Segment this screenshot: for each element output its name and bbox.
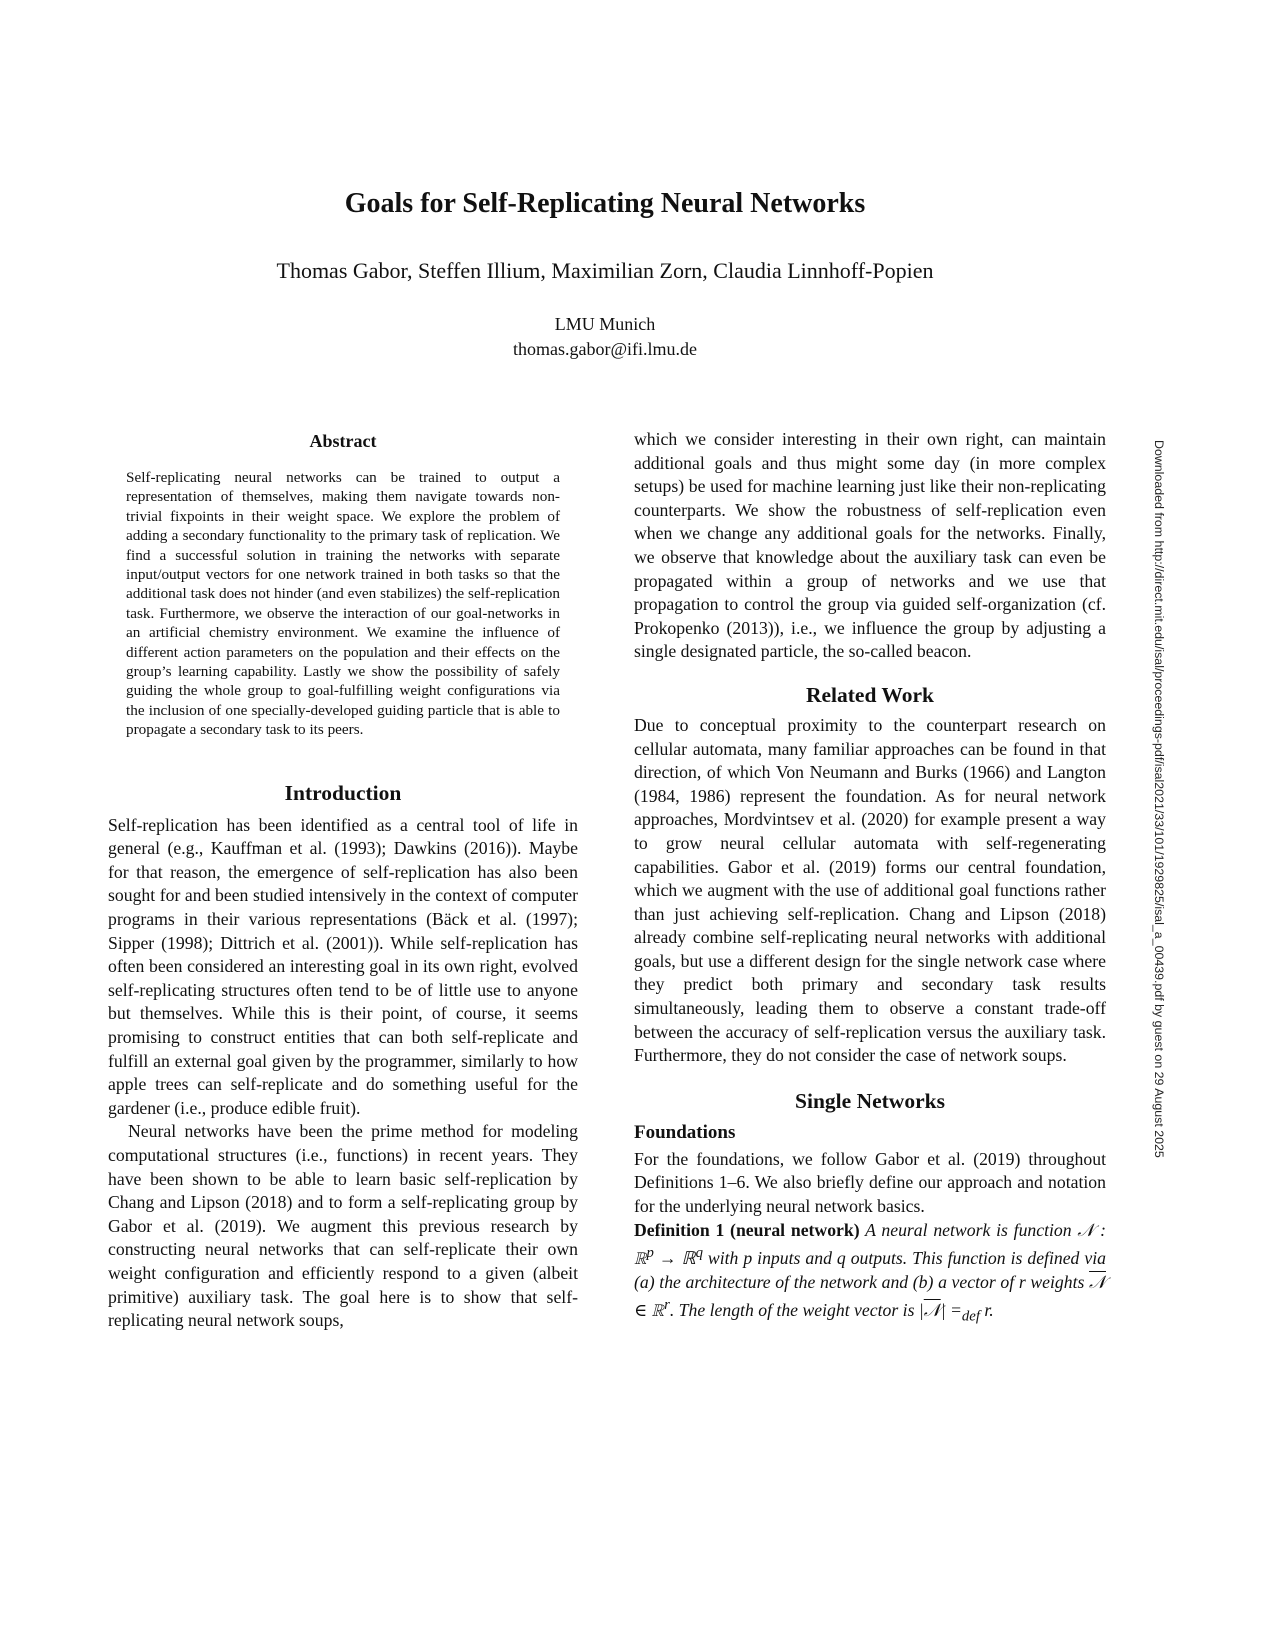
- introduction-paragraph-2: Neural networks have been the prime method for modeling computational structures (i.e., functions) in recent years. They have been shown to be able to learn basic self-replication by Chang and Lipson (2018) and to form a self-replicating group by Gabor et al. (2019). We augment this previous research by constructing neural networks that can self-replicate their own weight configuration and efficiently respond to a given (albeit primitive) auxiliary task. The goal here is to show that self-replicating neural network soups,: [108, 1121, 578, 1331]
- definition-weights-symbol-2: 𝒩: [923, 1300, 941, 1321]
- definition-sup-q: q: [695, 1245, 703, 1262]
- definition-sup-p: p: [646, 1245, 654, 1262]
- definition-text-1: A neural network is function 𝒩 : ℝ: [634, 1219, 1107, 1269]
- introduction-heading: Introduction: [284, 780, 402, 805]
- introduction-paragraph-1: Self-replication has been identified as a central tool of life in general (e.g., Kauffman et al. (1993); Dawkins (2016)). Maybe for that reason, the emergence of self-replication has also been sought for and been studied intensively in the context of computer programs in their various representations (Bäck et al. (1997); Sipper (1998); Dittrich et al. (2001)). While self-replication has often been considered an interesting goal in its own right, evolved self-replicating structures often tend to be of little use to anyone but themselves. While this is their point, of course, it seems promising to construct entities that can both self-replicate and fulfill an external goal given by the programmer, similarly to how apple trees can self-replicate and do something useful for the gardener (i.e., produce edible fruit).: [108, 814, 578, 1118]
- download-note-text: Downloaded from http://direct.mit.edu/isal/proceedings-pdf/isal2021/33/101/1929825/isal_a_00439.pdf by guest on 29 August 2025: [1152, 440, 1166, 1158]
- definition-weights-symbol: 𝒩: [1089, 1271, 1106, 1292]
- abstract-heading: Abstract: [309, 431, 377, 451]
- left-column: [108, 428, 578, 1333]
- related-work-heading: Related Work: [805, 682, 934, 707]
- affiliation: LMU Munich: [554, 314, 656, 334]
- related-work-paragraph: Due to conceptual proximity to the counterpart research on cellular automata, many familiar approaches can be found in that direction, of which Von Neumann and Burks (1966) and Langton (1984, 1986) represent the foundation. As for neural network approaches, Mordvintsev et al. (2020) for example present a way to grow neural cellular automata with self-regenerating capabilities. Gabor et al. (2019) forms our central foundation, which we augment with the use of additional goal functions rather than just achieving self-replication. Chang and Lipson (2018) already combine self-replicating neural networks with additional goals, but use a different design for the single network case where they predict both primary and secondary task results simultaneously, leading them to observe a constant trade-off between the accuracy of self-replication versus the auxiliary task. Furthermore, they do not consider the case of network soups.: [634, 714, 1106, 1066]
- definition-text-3: with p inputs and q outputs. This function is defined via (a) the architecture of the network and (b) a vector of r weights: [634, 1248, 1106, 1292]
- definition-text-4: ∈ ℝ: [634, 1300, 665, 1321]
- definition-text-7: r.: [979, 1300, 994, 1321]
- author-email: thomas.gabor@ifi.lmu.de: [512, 339, 698, 359]
- definition-text-5: . The length of the weight vector is |: [669, 1300, 924, 1321]
- definition-sub-def: def: [961, 1308, 980, 1325]
- definition-label: Definition 1 (neural network): [634, 1219, 860, 1240]
- definition-sup-r: r: [664, 1297, 670, 1314]
- download-note: [1150, 440, 1166, 1440]
- definition-1: [634, 1219, 1106, 1330]
- paper-title: Goals for Self-Replicating Neural Networks: [344, 188, 866, 219]
- introduction-paragraph-3: which we consider interesting in their own right, can maintain additional goals and thus might some day (in more complex setups) be used for machine learning just like their non-replicating counterparts. We show the robustness of self-replication even when we change any additional goals for the networks. Finally, we observe that knowledge about the auxiliary task can even be propagated within a group of networks and we use that propagation to control the group via guided self-organization (cf. Prokopenko (2013)), i.e., we influence the group by adjusting a single designated particle, the so-called beacon.: [634, 429, 1106, 662]
- author-list: Thomas Gabor, Steffen Illium, Maximilian Zorn, Claudia Linnhoff-Popien: [276, 258, 934, 283]
- foundations-heading: Foundations: [634, 1121, 736, 1143]
- abstract: [126, 428, 560, 740]
- foundations-paragraph: For the foundations, we follow Gabor et al. (2019) throughout Definitions 1–6. We also briefly define our approach and notation for the underlying neural network basics.: [634, 1148, 1106, 1217]
- single-networks-heading: Single Networks: [795, 1088, 945, 1113]
- abstract-text: Self-replicating neural networks can be trained to output a representation of themselves, making them navigate towards non-trivial fixpoints in their weight space. We explore the problem of adding a secondary functionality to the primary task of replication. We find a successful solution in training the networks with separate input/output vectors for one network trained in both tasks so that the additional task does not hinder (and even stabilizes) the self-replication task. Furthermore, we observe the interaction of our goal-networks in an artificial chemistry environment. We examine the influence of different action parameters on the population and their effects on the group’s learning capability. Lastly we show the possibility of safely guiding the whole group to goal-fulfilling weight configurations via the inclusion of one specially-developed guiding particle that is able to propagate a secondary task to its peers.: [126, 469, 560, 739]
- definition-text-6: | =: [940, 1300, 962, 1321]
- definition-text-2: → ℝ: [653, 1248, 696, 1269]
- right-column: [634, 428, 1106, 1329]
- affiliation-block: [0, 312, 1210, 362]
